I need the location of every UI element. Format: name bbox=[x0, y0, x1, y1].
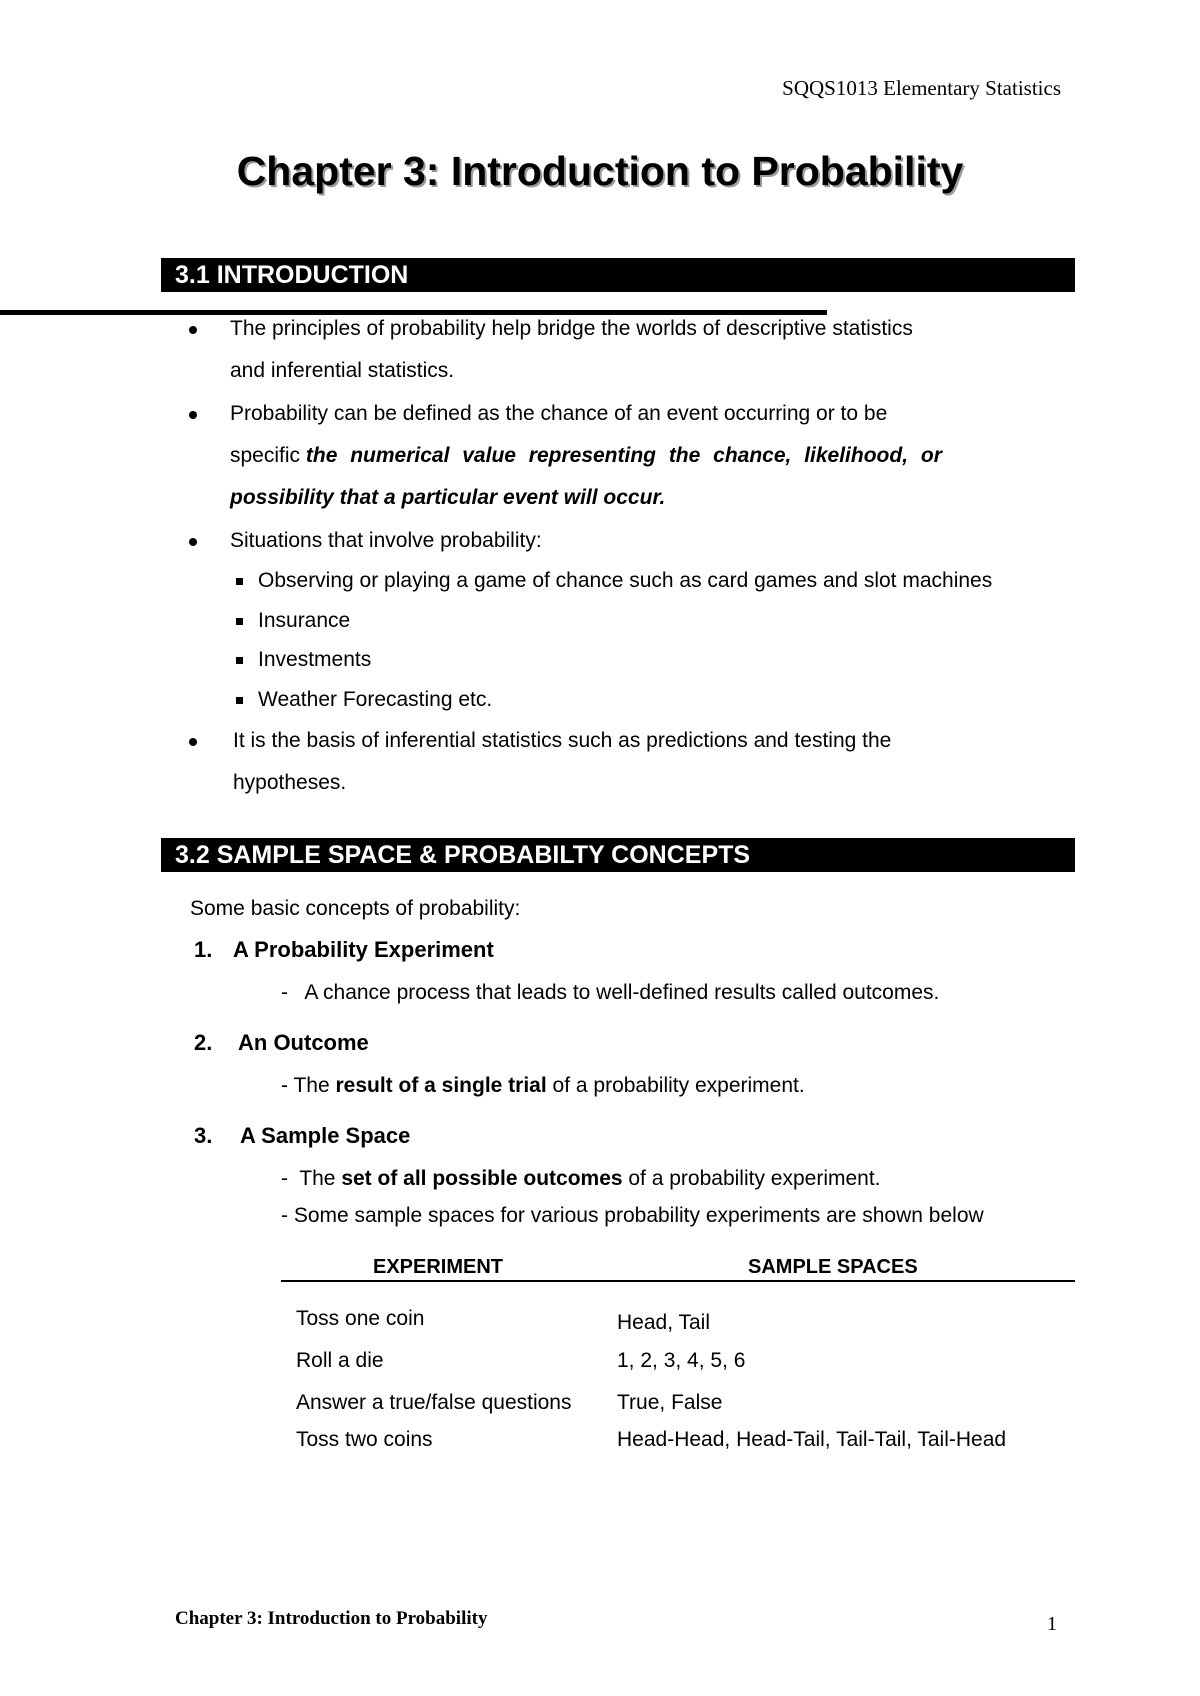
chapter-title-text: Chapter 3: Introduction to Probability bbox=[236, 148, 964, 194]
bullet-icon bbox=[189, 738, 197, 746]
bullet-icon bbox=[189, 326, 197, 334]
square-bullet-icon bbox=[236, 697, 243, 704]
running-header: SQQS1013 Elementary Statistics bbox=[782, 76, 1061, 100]
concept-2-desc bbox=[281, 1074, 805, 1098]
bullet-2-emphasis: the numerical value representing the chance, likelihood, or bbox=[305, 444, 942, 467]
sub-item-3: Investments bbox=[258, 648, 372, 671]
square-bullet-icon bbox=[236, 578, 243, 585]
square-bullet-icon bbox=[236, 657, 243, 664]
concept-1-title: A Probability Experiment bbox=[233, 937, 494, 962]
bullet-4-line-2: hypotheses. bbox=[233, 771, 347, 794]
table-cell-experiment: Roll a die bbox=[296, 1349, 384, 1372]
bullet-2-emphasis-end: possibility that a particular event will occur. bbox=[230, 486, 666, 509]
sub-item-4: Weather Forecasting etc. bbox=[258, 688, 493, 711]
table-cell-sample-space: Head, Tail bbox=[617, 1311, 711, 1334]
concept-2-desc-post: of a probability experiment. bbox=[546, 1074, 805, 1097]
chapter-title bbox=[0, 148, 1200, 195]
concept-1-number: 1. bbox=[194, 937, 213, 962]
table-cell-experiment: Toss one coin bbox=[296, 1307, 425, 1330]
concept-3-desc-post: of a probability experiment. bbox=[622, 1167, 881, 1190]
table-cell-experiment: Toss two coins bbox=[296, 1428, 433, 1451]
concept-3-desc bbox=[281, 1167, 881, 1191]
concept-2-number: 2. bbox=[194, 1030, 213, 1055]
table-cell-experiment: Answer a true/false questions bbox=[296, 1391, 572, 1414]
concept-3-desc-2: - Some sample spaces for various probability experiments are shown below bbox=[281, 1204, 984, 1227]
square-bullet-icon bbox=[236, 618, 243, 625]
concept-1-desc: - A chance process that leads to well-defined results called outcomes. bbox=[281, 981, 940, 1004]
bullet-2-line-1: Probability can be defined as the chance of an event occurring or to be bbox=[230, 402, 888, 425]
sub-item-1: Observing or playing a game of chance such as card games and slot machines bbox=[258, 569, 993, 592]
concept-3-number: 3. bbox=[194, 1123, 213, 1148]
concept-2-desc-bold: result of a single trial bbox=[335, 1074, 547, 1097]
concepts-intro: Some basic concepts of probability: bbox=[190, 897, 521, 920]
section-heading-3-2: 3.2 SAMPLE SPACE & PROBABILTY CONCEPTS bbox=[161, 838, 1075, 872]
concept-2-desc-pre: - The bbox=[281, 1074, 336, 1097]
table-header-rule bbox=[281, 1280, 1075, 1282]
sub-item-2: Insurance bbox=[258, 609, 351, 632]
bullet-1-line-1: The principles of probability help bridge the worlds of descriptive statistics bbox=[230, 317, 913, 340]
bullet-4-line-1: It is the basis of inferential statistics such as predictions and testing the bbox=[233, 729, 892, 752]
concept-3-title: A Sample Space bbox=[240, 1123, 411, 1148]
concept-2-title: An Outcome bbox=[238, 1030, 369, 1055]
table-header-sample-spaces: SAMPLE SPACES bbox=[748, 1256, 918, 1278]
table-cell-sample-space: True, False bbox=[617, 1391, 723, 1414]
table-cell-sample-space: 1, 2, 3, 4, 5, 6 bbox=[617, 1349, 746, 1372]
bullet-icon bbox=[189, 411, 197, 419]
footer-title: Chapter 3: Introduction to Probability bbox=[175, 1608, 488, 1629]
concept-3-desc-pre: - The bbox=[281, 1167, 342, 1190]
concept-3-desc-bold: set of all possible outcomes bbox=[341, 1167, 623, 1190]
bullet-3: Situations that involve probability: bbox=[230, 529, 542, 552]
bullet-2-prefix: specific bbox=[230, 444, 301, 467]
section-heading-3-1: 3.1 INTRODUCTION bbox=[161, 258, 1075, 292]
table-cell-sample-space: Head-Head, Head-Tail, Tail-Tail, Tail-Head bbox=[617, 1428, 1007, 1451]
table-header-experiment: EXPERIMENT bbox=[373, 1256, 504, 1278]
bullet-2-line-3 bbox=[230, 477, 1064, 519]
bullet-1-line-2: and inferential statistics. bbox=[230, 359, 455, 382]
bullet-2-line-2 bbox=[230, 435, 1064, 477]
bullet-icon bbox=[189, 538, 197, 546]
page-number: 1 bbox=[1047, 1613, 1057, 1635]
